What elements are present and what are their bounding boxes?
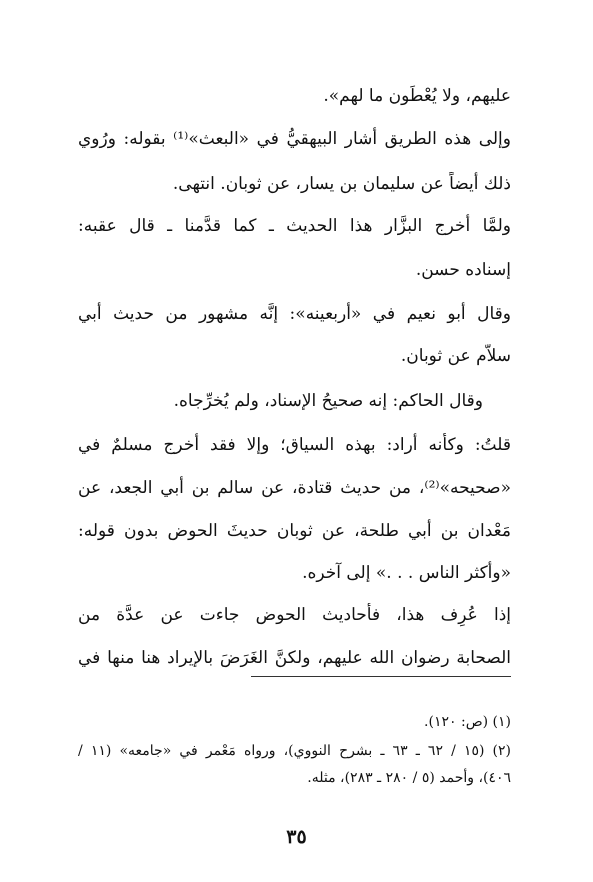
body-line-9: قلتُ: وكأنه أراد: بهذه السياق؛ وإلا فقد أخرج مسلمٌ في (78, 435, 511, 455)
body-line-8: وقال الحاكم: إنه صحيحُ الإسناد، ولم يُخرِّجاه. (173, 391, 483, 411)
body-line-2: وإلى هذه الطريق أشار البيهقيُّ في «البعث»⁽¹⁾ بقوله: ورُوي (78, 129, 511, 149)
body-line-7: سلاَّم عن ثوبان. (400, 346, 511, 366)
footnote-2-line-2: ٤٠٦)، وأحمد (٥ / ٢٨٠ ـ ٢٨٣)، مثله. (307, 770, 511, 786)
body-line-5: إسناده حسن. (415, 260, 511, 280)
body-line-12: «وأكثر الناس . . .» إلى آخره. (302, 563, 511, 583)
footnote-2-line-1: (٢) (١٥ / ٦٢ ـ ٦٣ ـ بشرح النووي)، ورواه مَعْمر في «جامعه» (١١ / (78, 743, 511, 759)
body-line-13: إذا عُرِف هذا، فأحاديث الحوض جاءت عن عدَّة من (78, 605, 511, 625)
body-line-1: عليهم، ولا يُعْطَون ما لهم». (323, 86, 511, 106)
footnote-1: (١) (ص: ١٢٠). (424, 714, 511, 730)
body-line-6: وقال أبو نعيم في «أربعينه»: إنَّه مشهور من حديث أبي (78, 304, 511, 324)
footnote-separator (251, 676, 511, 677)
body-line-3: ذلك أيضاً عن سليمان بن يسار، عن ثوبان. انتهى. (172, 174, 511, 194)
body-line-10: «صحيحه»⁽²⁾، من حديث قتادة، عن سالم بن أبي الجعد، عن (78, 478, 511, 498)
body-line-4: ولمَّا أخرج البزَّار هذا الحديث ـ كما قدَّمنا ـ قال عقبه: (78, 216, 511, 236)
body-line-11: مَعْدان بن أبي طلحة، عن ثوبان حديثَ الحوض بدون قوله: (78, 521, 511, 541)
page-number: ٣٥ (286, 826, 307, 848)
body-line-14: الصحابة رضوان الله عليهم، ولكنَّ الغَرَضَ بالإيراد هنا منها في (78, 648, 511, 668)
